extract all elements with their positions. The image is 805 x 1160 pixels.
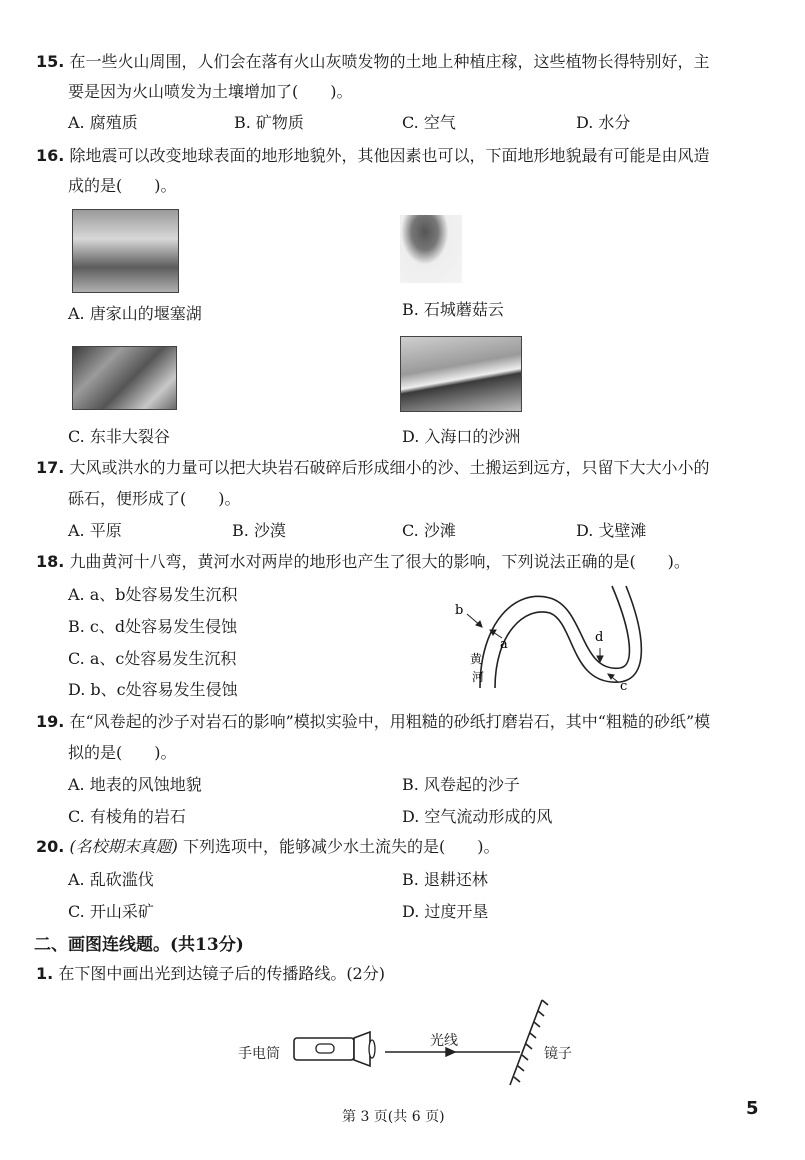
label-c: c [620,679,628,694]
q15-option-a[interactable]: A. 腐殖质 [68,113,138,132]
photo-sandbar [400,336,522,412]
section-2-title: 二、画图连线题。(共13分) [34,935,244,955]
q19-option-b[interactable]: B. 风卷起的沙子 [402,775,520,794]
q18-option-a[interactable]: A. a、b处容易发生沉积 [68,585,238,604]
q19-stem-line1: 19. 在“风卷起的沙子对岩石的影响”模拟实验中，用粗糙的砂纸打磨岩石，其中“粗糙的砂纸”模 [36,712,711,731]
light-ray-arrow [446,1048,455,1056]
arrow-b-head [476,621,482,627]
photo-mushroom-rock [400,215,462,283]
page-footer: 第 3 页(共 6 页) [342,1109,445,1125]
q17-stem-line1: 17. 大风或洪水的力量可以把大块岩石破碎后形成细小的沙、土搬运到远方，只留下大大小小的 [36,458,710,477]
q17-option-a[interactable]: A. 平原 [68,521,122,540]
q15-option-b[interactable]: B. 矿物质 [234,113,304,132]
flashlight-label: 手电筒 [238,1046,280,1062]
q15-option-c[interactable]: C. 空气 [402,113,456,132]
q18-option-b[interactable]: B. c、d处容易发生侵蚀 [68,617,238,636]
q15-number: 15. [36,52,65,71]
s2-q1-number: 1. [36,964,54,983]
q17-option-c[interactable]: C. 沙滩 [402,521,456,540]
q17-stem-line2: 砾石，便形成了( )。 [68,489,241,508]
label-d: d [595,630,604,645]
q18-number: 18. [36,552,65,571]
ray-and-mirror [380,995,550,1090]
page-corner-number: 5 [746,1098,759,1119]
q19-option-d[interactable]: D. 空气流动形成的风 [402,807,553,826]
ray-label: 光线 [430,1033,458,1049]
q15-stem-line2: 要是因为火山喷发为土壤增加了( )。 [68,82,353,101]
q15-option-d[interactable]: D. 水分 [576,113,631,132]
q17-option-b[interactable]: B. 沙漠 [232,521,286,540]
flashlight-icon [292,1030,382,1070]
q19-option-c[interactable]: C. 有棱角的岩石 [68,807,186,826]
label-b: b [455,603,464,618]
q16-stem-line1: 16. 除地震可以改变地球表面的地形地貌外，其他因素也可以，下面地形地貌最有可能是由风造 [36,146,710,165]
q16-option-a[interactable]: A. 唐家山的堰塞湖 [68,304,202,323]
q16-stem-line2: 成的是( )。 [68,176,177,195]
q20-number: 20. [36,837,65,856]
q17-option-d[interactable]: D. 戈壁滩 [576,521,647,540]
q18-option-d[interactable]: D. b、c处容易发生侵蚀 [68,680,238,699]
q20-stem: 20. (名校期末真题) 下列选项中，能够减少水土流失的是( )。 [36,837,500,856]
q19-stem-line2: 拟的是( )。 [68,743,177,762]
mirror [510,1000,548,1085]
q16-option-b[interactable]: B. 石城蘑菇云 [402,300,504,319]
q20-option-a[interactable]: A. 乱砍滥伐 [68,870,154,889]
label-river-1: 黄 [470,652,483,666]
q20-option-d[interactable]: D. 过度开垦 [402,902,489,921]
q20-source-tag: (名校期末真题) [69,837,178,856]
q20-option-b[interactable]: B. 退耕还林 [402,870,488,889]
river-arrows [467,614,618,682]
q19-option-a[interactable]: A. 地表的风蚀地貌 [68,775,202,794]
river-diagram [440,578,650,698]
q16-option-c[interactable]: C. 东非大裂谷 [68,427,170,446]
label-a: a [500,637,508,652]
photo-dammed-lake [72,209,179,293]
q16-number: 16. [36,146,65,165]
q18-stem: 18. 九曲黄河十八弯，黄河水对两岸的地形也产生了很大的影响，下列说法正确的是( )。 [36,552,690,571]
q15-stem-line1: 15. 在一些火山周围，人们会在落有火山灰喷发物的土地上种植庄稼，这些植物长得特别好，主 [36,52,710,71]
q20-option-c[interactable]: C. 开山采矿 [68,902,154,921]
q18-option-c[interactable]: C. a、c处容易发生沉积 [68,649,237,668]
q19-number: 19. [36,712,65,731]
label-river-2: 河 [472,670,485,684]
q17-number: 17. [36,458,65,477]
mirror-label: 镜子 [544,1046,572,1062]
s2-q1-stem: 1. 在下图中画出光到达镜子后的传播路线。(2分) [36,964,385,983]
q16-option-d[interactable]: D. 入海口的沙洲 [402,427,521,446]
photo-rift-valley [72,346,177,410]
